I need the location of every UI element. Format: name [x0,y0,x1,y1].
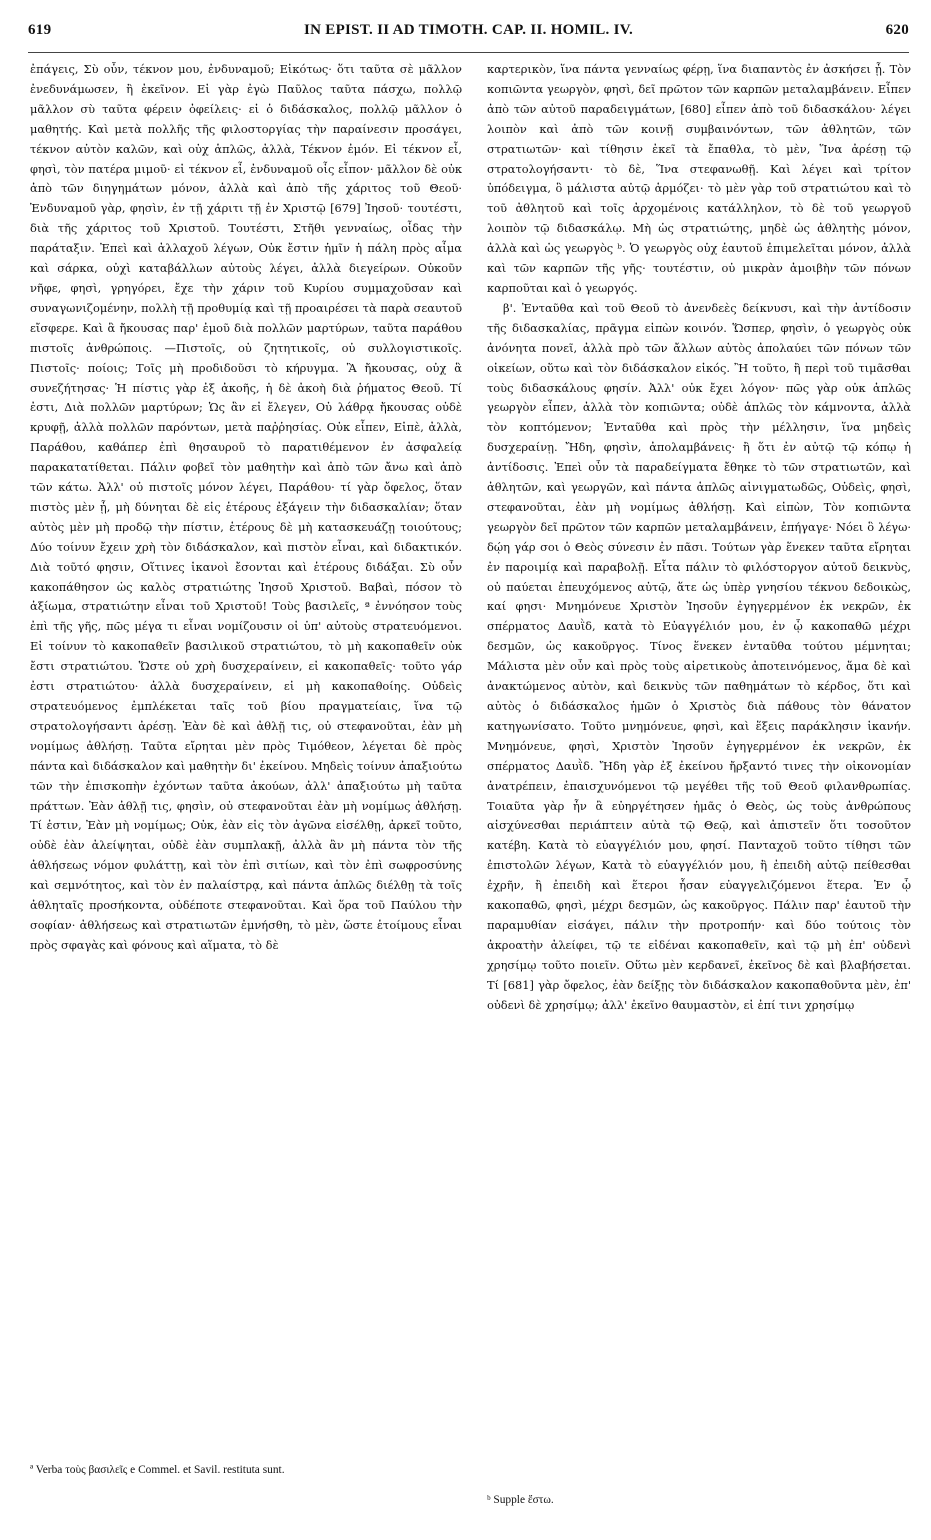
footnote-right: ᵇ Supple ἔστω. [487,1494,554,1506]
footnote-left: ª Verba τοὺς βασιλεῖς e Commel. et Savil. restituta sunt. [30,1464,285,1476]
header-rule [28,52,909,53]
right-paragraph: β'. Ἐνταῦθα καὶ τοῦ Θεοῦ τὸ ἀνενδεὲς δείκνυσι, καὶ τὴν ἀντίδοσιν τῆς διδασκαλίας, πρᾶγμα εἰπὼν κοινόν. Ὥσπερ, φησὶν, ὁ γεωργὸς οὐκ ἀνόνητα πονεῖ, ἀλλὰ πρὸ τῶν ἄλλων αὐτὸς ἀπολαύει τῶν πόνων τῶν οἰκείων, οὕτω καὶ τὸν διδάσκαλον εἰκός. Ἢ τοῦτο, ἢ περὶ τοῦ τιμᾶσθαι τοὺς διδασκάλους φησίν. Ἀλλ' οὐκ ἔχει λόγον· πῶς γὰρ οὐκ ἁπλῶς γεωργὸν εἶπεν, ἀλλὰ τὸν κοπιῶντα; οὐδὲ ἁπλῶς τὸν κάμνοντα, ἀλλὰ τὸν κοπτόμενον; Ἐνταῦθα καὶ πρὸς τὴν μέλλησιν, ἵνα μηδεὶς δυσχεραίνῃ. Ἤδη, φησὶν, ἀπολαμβάνεις· ἢ ὅτι ἐν αὐτῷ τῷ κόπῳ ἡ ἀντίδοσις. Ἐπεὶ οὖν τὰ παραδείγματα ἔθηκε τὸ τῶν στρατιωτῶν, καὶ ἀθλητῶν, καὶ γεωργῶν, καὶ πάντα ἁπλῶς αἰνιγματωδῶς, Οὐδεὶς, φησὶ, στεφανοῦται, ἐὰν μὴ νομίμως ἀθλήσῃ. Καὶ εἰπὼν, Τὸν κοπιῶντα γεωργὸν δεῖ πρῶτον τῶν καρπῶν μεταλαμβάνειν, ἐπήγαγε· Νόει ὃ λέγω· δῴη γάρ σοι ὁ Θεὸς σύνεσιν ἐν πᾶσι. Τούτων γὰρ ἕνεκεν ταῦτα εἴρηται ἐν παροιμίᾳ καὶ παραβολῇ. Εἶτα πάλιν τὸ φιλόστοργον αὐτοῦ δεικνὺς, οὐ παύεται ἐπευχόμενος αὐτῷ, ἅτε ὡς ὑπὲρ γνησίου τέκνου δεδοικὼς, καί φησι· Μνημόνευε Χριστὸν Ἰησοῦν ἐγηγερμένον ἐκ νεκρῶν, ἐκ σπέρματος Δαυῒδ, κατὰ τὸ Εὐαγγέλιόν μου, ἐν ᾧ κακοπαθῶ μέχρι δεσμῶν, ὡς κακοῦργος. Τίνος ἕνεκεν ἐνταῦθα τούτου μέμνηται; Μάλιστα μὲν οὖν καὶ πρὸς τοὺς αἱρετικοὺς ἀποτεινόμενος, ἅμα δὲ καὶ ἀνακτώμενος αὐτὸν, καὶ δεικνὺς τῶν παθημάτων τὸ κέρδος, ὅτι καὶ αὐτὸς ὁ διδάσκαλος ἡμῶν ὁ Χριστὸς διὰ πάθους τὸν θάνατον κατηγωνίσατο. Τοῦτο μνημόνευε, φησὶ, καὶ ἕξεις παράκλησιν ἱκανήν. Μνημόνευε, φησὶ, Χριστὸν Ἰησοῦν ἐγηγερμένον ἐκ νεκρῶν, ἐκ σπέρματος Δαυῒδ. Ἤδη γὰρ ἐξ ἐκείνου ἤρξαντό τινες τὴν οἰκονομίαν ἀνατρέπειν, ἐπαισχυνόμενοι τῷ μεγέθει τῆς τοῦ Θεοῦ φιλανθρωπίας. Τοιαῦτα γὰρ ἦν ἃ εὐηργέτησεν ἡμᾶς ὁ Θεὸς, ὡς τοὺς ἀνθρώπους αἰσχύνεσθαι περιάπτειν αὐτὰ τῷ Θεῷ, καὶ ἀπιστεῖν ὅτι τοσοῦτον κατέβη. Κατὰ τὸ εὐαγγέλιόν μου, φησί. Πανταχοῦ τοῦτο τίθησι τῶν ἐπιστολῶν λέγων, Κατὰ τὸ εὐαγγέλιόν μου, ἢ ἐπειδὴ αὐτῷ πείθεσθαι ἐχρῆν, ἢ ἐπειδὴ καὶ ἕτεροι ἦσαν εὐαγγελιζόμενοι ἕτερα. Ἐν ᾧ κακοπαθῶ, φησὶ, μέχρι δεσμῶν, ὡς κακοῦργος. Πάλιν παρ' ἑαυτοῦ τὴν παραμυθίαν εἰσάγει, πάλιν τὴν προτροπήν· καὶ δύο τούτοις τὸν ἀκροατὴν ἀλείφει, τῷ τε εἰδέναι κακοπαθεῖν, καὶ τῷ μὴ ἐπ' οὐδενὶ χρησίμῳ τοῦτο ποιεῖν. Οὕτω μὲν κερδανεῖ, ἐκεῖνος δὲ καὶ βλαβήσεται. Τί [681] γὰρ ὄφελος, ἐὰν δείξῃς τὸν διδάσκαλον κακοπαθοῦντα μὲν, ἐπ' οὐδενὶ δὲ χρησίμῳ; ἀλλ' ἐκεῖνο θαυμαστὸν, εἰ ἐπί τινι χρησίμῳ [487,300,911,1012]
left-column [30,60,462,956]
page-number-right: 620 [885,22,909,38]
page-header [28,22,909,48]
running-title: IN EPIST. II AD TIMOTH. CAP. II. HOMIL. IV. [303,22,634,38]
right-column [487,60,911,1016]
right-paragraph: καρτερικὸν, ἵνα πάντα γενναίως φέρῃ, ἵνα διαπαντὸς ἐν ἀσκήσει ᾖ. Τὸν κοπιῶντα γεωργὸν, φησὶ, δεῖ πρῶτον τῶν καρπῶν μεταλαμβάνειν. Εἶπεν ἀπὸ τῶν αὐτοῦ παραδειγμάτων, [680] εἶπεν ἀπὸ τοῦ διδασκάλου· λέγει λοιπὸν καὶ ἀπὸ τῶν κοινῇ συμβαινόντων, τῶν ἀθλητῶν, τῶν στρατιωτῶν· καὶ τίθησιν ἐκεῖ τὰ ἔπαθλα, τὸ μὲν, Ἵνα ἀρέσῃ τῷ στρατολογήσαντι· τὸ δὲ, Ἵνα στεφανωθῇ. Καὶ λέγει καὶ τρίτον ὑπόδειγμα, ὃ μάλιστα αὐτῷ ἁρμόζει· τὸ μὲν γὰρ τοῦ στρατιώτου καὶ τὸ τοῦ ἀθλητοῦ καὶ τοῖς ἀρχομένοις κατάλληλον, τὸ δὲ τοῦ γεωργοῦ λοιπὸν τῷ διδασκάλῳ. Μὴ ὡς στρατιώτης, μηδὲ ὡς ἀθλητὴς μόνον, ἀλλὰ καὶ ὡς γεωργὸς ᵇ. Ὁ γεωργὸς οὐχ ἑαυτοῦ ἐπιμελεῖται μόνον, ἀλλὰ καὶ τῶν καρπῶν τῆς γῆς· τουτέστιν, οὐ μικρὰν ἀμοιβὴν τῶν πόνων καρποῦται καὶ ὁ γεωργός. [487,62,911,295]
left-paragraph: ἐπάγεις, Σὺ οὖν, τέκνον μου, ἐνδυναμοῦ; Εἰκότως· ὅτι ταῦτα σὲ μᾶλλον ἐνεδυνάμωσεν, ἢ ἐκεῖνον. Εἰ γὰρ ἐγὼ Παῦλος ταῦτα πάσχω, πολλῷ μᾶλλον σὺ ταῦτα φέρειν ὀφείλεις· εἰ ὁ διδάσκαλος, πολλῷ μᾶλλον ὁ μαθητής. Καὶ μετὰ πολλῆς τῆς φιλοστοργίας τὴν παραίνεσιν προσάγει, τέκνον αὐτὸν καλῶν, καὶ οὐχ ἁπλῶς, ἀλλὰ, Τέκνον ἐμόν. Εἰ τέκνον εἶ, φησὶ, τὸν πατέρα μιμοῦ· εἰ τέκνον εἶ, ἐνδυναμοῦ οἷς εἶπον· μᾶλλον δὲ οὐκ ἀπὸ τῶν διηγημάτων μόνον, ἀλλὰ καὶ ἀπὸ τῆς χάριτος τοῦ Θεοῦ· Ἐνδυναμοῦ γὰρ, φησὶν, ἐν τῇ χάριτι τῇ ἐν Χριστῷ [679] Ἰησοῦ· τουτέστι, διὰ τῆς χάριτος τοῦ Χριστοῦ. Τουτέστι, Στῆθι γενναίως, οἶδας τὴν παράταξιν. Ἐπεὶ καὶ ἀλλαχοῦ λέγων, Οὐκ ἔστιν ἡμῖν ἡ πάλη πρὸς αἷμα καὶ σάρκα, οὐχὶ καταβάλλων αὐτοὺς λέγει, ἀλλὰ διεγείρων. Οὐκοῦν νῆφε, φησὶ, γρηγόρει, ἔχε τὴν χάριν τοῦ Κυρίου συμμαχοῦσαν καὶ συναγωνιζομένην, πολλὴ τῇ προθυμίᾳ καὶ τῇ προαιρέσει τὰ παρὰ σεαυτοῦ εἴσφερε. Καὶ ἃ ἤκουσας παρ' ἐμοῦ διὰ πολλῶν μαρτύρων, ταῦτα παράθου πιστοῖς ἀνθρώποις. —Πιστοῖς, οὐ ζητητικοῖς, οὐ συλλογιστικοῖς. Πιστοῖς· ποίοις; Τοῖς μὴ προδιδοῦσι τὸ κήρυγμα. Ἃ ἤκουσας, οὐχ ἃ συνεζήτησας· Ἡ πίστις γὰρ ἐξ ἀκοῆς, ἡ δὲ ἀκοὴ διὰ ῥήματος Θεοῦ. Τί ἐστι, Διὰ πολλῶν μαρτύρων; Ὡς ἂν εἰ ἔλεγεν, Οὐ λάθρᾳ ἤκουσας οὐδὲ κρυφῇ, ἀλλὰ πολλῶν παρόντων, μετὰ παῤῥησίας. Οὐκ εἶπεν, Εἰπὲ, ἀλλὰ, Παράθου, καθάπερ ἐπὶ θησαυροῦ τὸ παρατιθέμενον ἐν ἀσφαλείᾳ παρακατατίθεται. Πάλιν φοβεῖ τὸν μαθητὴν καὶ ἀπὸ τῶν ἄνω καὶ ἀπὸ τῶν κάτω. Ἀλλ' οὐ πιστοῖς μόνον λέγει, Παράθου· τί γὰρ ὄφελος, ὅταν πιστὸς μὲν ᾖ, μὴ δύνηται δὲ εἰς ἑτέρους ἐξάγειν τὴν διδασκαλίαν; ὅταν αὐτὸς μὲν μὴ προδῷ τὴν πίστιν, ἑτέρους δὲ μὴ κατασκευάζῃ τοιούτους; Δύο τοίνυν ἔχειν χρὴ τὸν διδάσκαλον, καὶ πιστὸν εἶναι, καὶ διδακτικόν. Διὰ τοῦτό φησιν, Οἵτινες ἱκανοὶ ἔσονται καὶ ἑτέρους διδάξαι. Σὺ οὖν κακοπάθησον ὡς καλὸς στρατιώτης Ἰησοῦ Χριστοῦ. Βαβαὶ, πόσον τὸ ἀξίωμα, στρατιώτην εἶναι τοῦ Χριστοῦ! Τοὺς βασιλεῖς, ª ἐννόησον τοὺς ἐπὶ τῆς γῆς, πῶς μέγα τι εἶναι νομίζουσιν οἱ ὑπ' αὐτοὺς στρατευόμενοι. Εἰ τοίνυν τὸ κακοπαθεῖν βασιλικοῦ στρατιώτου, τὸ μὴ κακοπαθεῖν οὐκ ἔστι στρατιώτου. Ὥστε οὐ χρὴ δυσχεραίνειν, εἰ κακοπαθεῖς· τοῦτο γάρ ἐστι στρατιώτου· ἀλλὰ δυσχεραίνειν, εἰ μὴ κακοπαθοίης. Οὐδεὶς στρατευόμενος ἐμπλέκεται ταῖς τοῦ βίου πραγματείαις, ἵνα τῷ στρατολογήσαντι ἀρέσῃ. Ἐὰν δὲ καὶ ἀθλῇ τις, οὐ στεφανοῦται, ἐὰν μὴ νομίμως ἀθλήσῃ. Ταῦτα εἴρηται μὲν πρὸς Τιμόθεον, λέγεται δὲ πρὸς πάντα καὶ διδάσκαλον καὶ μαθητὴν δι' ἐκείνου. Μηδεὶς τοίνυν ἀπαξιούτω τῶν τὴν ἐπισκοπὴν ἐχόντων ταῦτα ἀκούων, ἀλλ' ἀπαξιούτω μὴ ταῦτα πράττων. Ἐὰν ἀθλῇ τις, φησὶν, οὐ στεφανοῦται ἐὰν μὴ νομίμως ἀθλήσῃ. Τί ἐστιν, Ἐὰν μὴ νομίμως; Οὐκ, ἐὰν εἰς τὸν ἀγῶνα εἰσέλθῃ, ἀρκεῖ τοῦτο, οὐδὲ ἐὰν ἀλείψηται, οὐδὲ ἐὰν συμπλακῇ, ἀλλὰ ἂν μὴ πάντα τὸν τῆς ἀθλήσεως νόμον φυλάττῃ, καὶ τὸν ἐπὶ σιτίων, καὶ τὸν ἐπὶ σωφροσύνης καὶ σεμνότητος, καὶ τὸν ἐν παλαίστρᾳ, καὶ πάντα ἁπλῶς διέλθῃ τὰ τοῖς ἀθληταῖς προσήκοντα, οὐδέποτε στεφανοῦται. Καὶ ὅρα τοῦ Παύλου τὴν σοφίαν· ἀθλήσεως καὶ στρατιωτῶν ἐμνήσθη, τὸ μὲν, ὥστε ἑτοίμους εἶναι πρὸς σφαγὰς καὶ φόνους καὶ αἵματα, τὸ δὲ [30,62,462,952]
page-number-left: 619 [28,22,52,38]
